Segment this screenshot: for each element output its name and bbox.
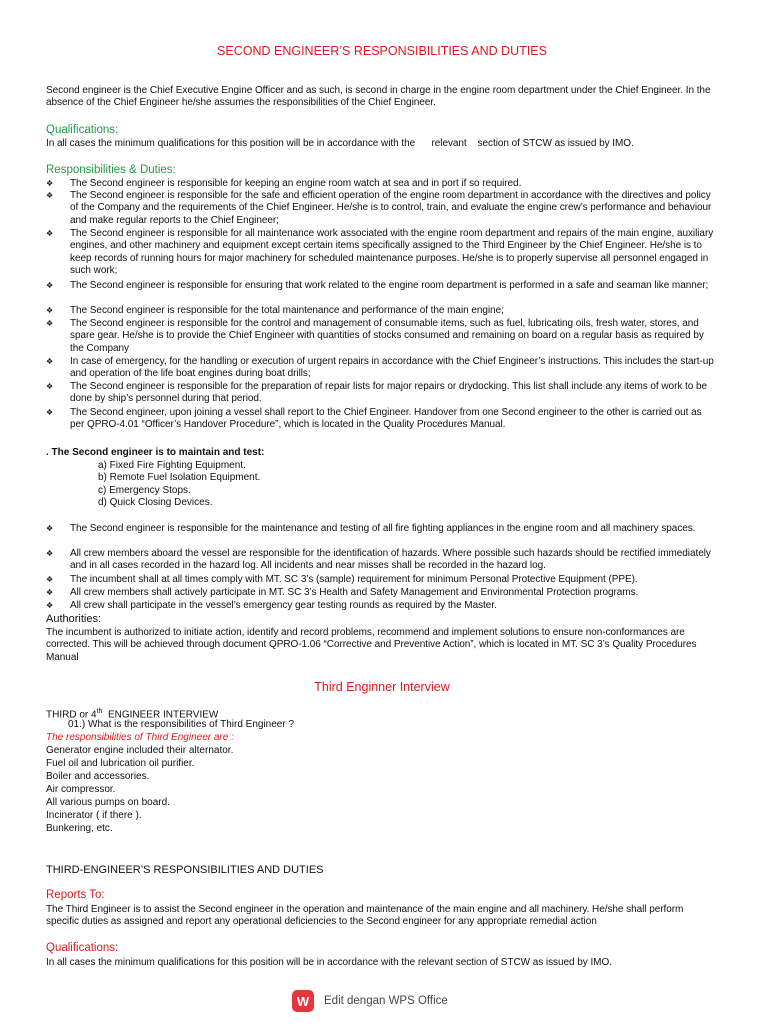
reports-to-text: The Third Engineer is to assist the Second engineer in the operation and maintenance of the main engine and all machinery. He/she shall perform specific duties as assigned and report any operational deficiencies to the Second engineer for any appropriate remedial action: [46, 904, 684, 928]
bullet-icon: ❖: [46, 281, 54, 290]
maintain-item: b) Remote Fuel Isolation Equipment.: [98, 472, 261, 483]
wps-footer-text[interactable]: Edit dengan WPS Office: [324, 995, 448, 1007]
bullet-icon: ❖: [46, 306, 54, 315]
interview-answer: Air compressor.: [46, 784, 116, 795]
interview-answer-intro: The responsibilities of Third Engineer are :: [46, 732, 234, 743]
bullet-icon: ❖: [46, 601, 54, 610]
bullet-icon: ❖: [46, 191, 54, 200]
qualifications-heading: Qualifications:: [46, 124, 119, 136]
authorities-text: The incumbent is authorized to initiate action, identify and record problems, recommend and implement solutions to ensure non-conformances are corrected. This will be achieved through document QPRO-1.06 “Corrective and Preventive Action”, which is located in MT. SC 3’s Quality Procedures Manual: [46, 627, 697, 663]
bullet-icon: ❖: [46, 549, 54, 558]
authorities-heading: Authorities:: [46, 613, 102, 625]
third-qualifications-text: In all cases the minimum qualifications for this position will be in accordance with the relevant section of STCW as issued by IMO.: [46, 957, 612, 968]
bullet-icon: ❖: [46, 319, 54, 328]
bullet-icon: ❖: [46, 524, 54, 533]
reports-to-heading: Reports To:: [46, 889, 105, 901]
responsibility-item: ❖ The Second engineer is responsible for the safe and efficient operation of the engine room department in accordance with the directives and policy of the Company and the requirements of the Chief Engineer. He/she is to control, train, and evaluate the engine crew’s performance and behaviour and make regular reports to the Chief Engineer;: [46, 190, 712, 226]
duty-item: ❖ All crew members shall actively participate in MT. SC 3’s Health and Safety Management and Environmental Protection programs.: [46, 587, 639, 598]
third-qualifications-heading: Qualifications:: [46, 942, 119, 954]
responsibility-item: ❖ The Second engineer is responsible for keeping an engine room watch at sea and in port if so required.: [46, 178, 522, 189]
responsibility-item: ❖ In case of emergency, for the handling or execution of urgent repairs in accordance with the Chief Engineer’s instructions. This includes the start-up and operation of the life boat engines during boat drills;: [46, 356, 714, 380]
responsibility-item: ❖ The Second engineer is responsible for all maintenance work associated with the engine room department and repairs of the main engine, auxiliary engines, and other machinery and equipment except certain items specifically assigned to the Third Engineer by the Chief Engineer. He/she is to keep records of running hours for major machinery for scheduled maintenance purposes. He/she is to properly supervise all personnel engaged in such work;: [46, 228, 714, 277]
bullet-icon: ❖: [46, 229, 54, 238]
qualifications-text: In all cases the minimum qualifications for this position will be in accordance with the relevant section of STCW as issued by IMO.: [46, 138, 634, 149]
duty-item: ❖ The incumbent shall at all times comply with MT. SC 3’s (sample) requirement for minimum Personal Protective Equipment (PPE).: [46, 574, 638, 585]
interview-question: 01.) What is the responsibilities of Third Engineer ?: [68, 719, 295, 730]
bullet-icon: ❖: [46, 357, 54, 366]
interview-answer: Generator engine included their alternator.: [46, 745, 234, 756]
bullet-icon: ❖: [46, 575, 54, 584]
responsibilities-heading: Responsibilities & Duties:: [46, 164, 176, 176]
maintain-heading: . The Second engineer is to maintain and test:: [46, 447, 265, 458]
bullet-icon: ❖: [46, 588, 54, 597]
page-title: SECOND ENGINEER’S RESPONSIBILITIES AND DUTIES: [217, 44, 547, 58]
intro-paragraph: Second engineer is the Chief Executive Engine Officer and as such, is second in charge in the engine room department under the Chief Engineer. In the absence of the Chief Engineer he/she assumes the responsibilities of the Chief Engineer.: [46, 85, 711, 109]
responsibility-item: ❖ The Second engineer is responsible for the control and management of consumable items, such as fuel, lubricating oils, fresh water, stores, and spare gear. He/she is to provide the Chief Engineer with quantities of stocks consumed and remaining on board on a regular basis as required by the Company: [46, 318, 704, 354]
interview-answer: Boiler and accessories.: [46, 771, 150, 782]
responsibility-item: ❖ The Second engineer is responsible for the preparation of repair lists for major repairs or drydocking. This list shall include any items of work to be done by ship’s personnel during that period.: [46, 381, 708, 405]
duty-item: ❖ All crew members aboard the vessel are responsible for the identification of hazards. Where possible such hazards should be rectified immediately and in all cases recorded in the hazard log. All incidents and near misses shall be recorded in the hazard log.: [46, 548, 711, 572]
responsibility-item: ❖ The Second engineer is responsible for ensuring that work related to the engine room department is performed in a safe and seaman like manner;: [46, 280, 709, 291]
bullet-icon: ❖: [46, 179, 54, 188]
wps-footer[interactable]: [292, 988, 448, 1014]
responsibility-item: ❖ The Second engineer is responsible for the total maintenance and performance of the main engine;: [46, 305, 504, 316]
maintain-item: a) Fixed Fire Fighting Equipment.: [98, 460, 246, 471]
maintain-item: d) Quick Closing Devices.: [98, 497, 213, 508]
third-section-title: THIRD-ENGINEER’S RESPONSIBILITIES AND DUTIES: [46, 864, 324, 876]
duty-item: ❖ All crew shall participate in the vessel’s emergency gear testing rounds as required by the Master.: [46, 600, 497, 611]
third-interview-title: Third Enginner Interview: [314, 680, 450, 694]
interview-answer: All various pumps on board.: [46, 797, 170, 808]
bullet-icon: ❖: [46, 408, 54, 417]
duty-item: ❖ The Second engineer is responsible for the maintenance and testing of all fire fighting appliances in the engine room and all machinery spaces.: [46, 523, 696, 534]
interview-answer: Fuel oil and lubrication oil purifier.: [46, 758, 195, 769]
maintain-item: c) Emergency Stops.: [98, 485, 191, 496]
interview-answer: Incinerator ( if there ).: [46, 810, 142, 821]
bullet-icon: ❖: [46, 382, 54, 391]
wps-logo-icon: W: [292, 990, 314, 1012]
interview-label: THIRD or 4th ENGINEER INTERVIEW: [46, 708, 219, 721]
interview-answer: Bunkering, etc.: [46, 823, 113, 834]
responsibility-item: ❖ The Second engineer, upon joining a vessel shall report to the Chief Engineer. Handover from one Second engineer to the other is carried out as per QPRO-4.01 “Officer’s Handover Procedure”, which is located in the Quality Procedures Manual.: [46, 407, 702, 431]
